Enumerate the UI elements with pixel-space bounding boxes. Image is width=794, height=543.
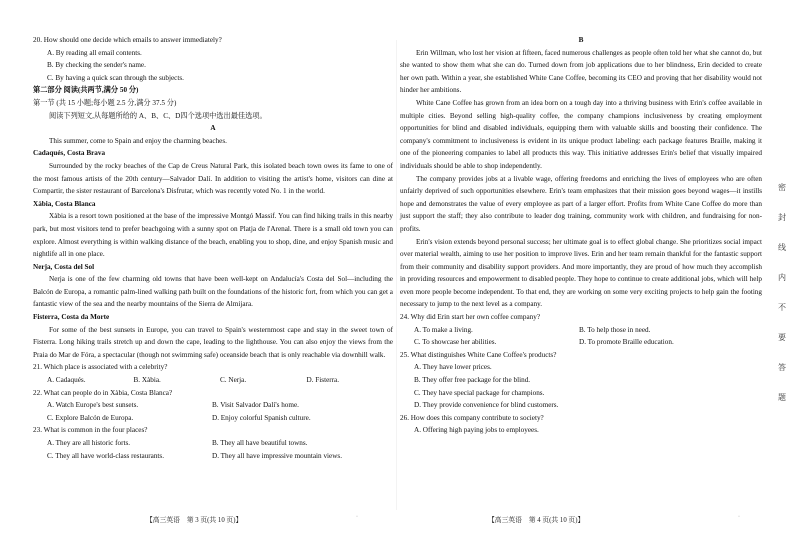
place4-title: Fisterra, Costa da Morte [33, 313, 110, 322]
passage-b-letter: B [578, 36, 584, 44]
q21-option-a: A. Cadaqués. [47, 376, 86, 385]
column-divider [396, 40, 397, 510]
q20-option-c: C. By having a quick scan through the subjects. [47, 73, 184, 82]
right-column [400, 34, 762, 437]
sidebar-char: 密 [778, 183, 786, 192]
q24-option-d: D. To promote Braille education. [579, 338, 674, 347]
sidebar-char: 封 [778, 213, 786, 222]
place1-title: Cadaqués, Costa Brava [33, 149, 106, 158]
q21-option-b: B. Xàbia. [133, 376, 161, 385]
place3-text: Nerja is one of the few charming old towns that have been well-kept on Andalucía's Costa del Sol—including the Balcón de Europa, a romantic palm-lined walking path built on the foundations of the historic fort, from which you can get a fantastic view of the sea and the nearby mountains of the Sierra de Almijara. [33, 275, 393, 309]
question-21: 21. Which place is associated with a celebrity? [33, 363, 168, 372]
q21-options [33, 374, 393, 387]
q22-option-d: D. Enjoy colorful Spanish culture. [212, 413, 311, 422]
question-23: 23. What is common in the four places? [33, 426, 148, 435]
q24-options-row1 [400, 324, 762, 337]
q23-option-b: B. They all have beautiful towns. [212, 439, 308, 447]
q23-option-d: D. They all have impressive mountain views. [212, 451, 343, 460]
sidebar-char: 内 [778, 273, 786, 282]
q22-options-row1 [33, 399, 393, 412]
passage-b-paragraph-3: The company provides jobs at a livable wage, offering freedoms and enriching the lives of employees who are often unfairly deprived of such opportunities elsewhere. Erin's team emphasizes that their mission goes beyond wages—it instills hope and demonstrates the value of every employee as part of a larger effort. Profits from White Cane Coffee do more than just support the staff; they also contribute to leader dog training, community work with children, and fundraising for non-profits. [400, 174, 762, 233]
q23-option-c: C. They all have world-class restaurants. [47, 451, 165, 460]
place3-title: Nerja, Costa del Sol [33, 262, 95, 271]
q23-options-row2 [33, 450, 393, 463]
corner-mark-left: · [356, 514, 358, 520]
passage-b-paragraph-2: White Cane Coffee has grown from an idea born on a tough day into a thriving business with Erin's coffee available in multiple cities. Beyond selling high-quality coffee, the company champions inclusiveness by creating employment opportunities for blind and disabled individuals, equipping them with valuable skills and boosting their confidence. The company's commitment to inclusiveness is evident in its unique product labeling: each package features Braille, making it one of the pioneering companies to label all products this way. This initiative addresses Erin's belief that visually impaired individuals should be able to shop independently. [400, 98, 762, 170]
q25-option-b: B. They offer free package for the blind. [414, 376, 531, 385]
q21-option-c: C. Nerja. [220, 376, 247, 385]
q25-option-c: C. They have special package for champions. [414, 388, 545, 397]
passage-b-paragraph-1: Erin Willman, who lost her vision at fifteen, faced numerous challenges as people often told her what she cannot do, but she wanted to show them what she can do. Turned down from job applications due to her blindness, Erin decided to create her own path. Within a year, she established White Cane Coffee, becoming its CEO and proving that her disability would not hinder her ambitions. [400, 48, 762, 95]
q23-options-row1 [33, 437, 393, 450]
place2-title: Xàbia, Costa Blanca [33, 199, 96, 208]
section1-header: 第一节 (共 15 小题;每小题 2.5 分,满分 37.5 分) [33, 98, 177, 107]
sidebar-char: 答 [778, 363, 786, 372]
q20-option-b: B. By checking the sender's name. [47, 61, 146, 70]
q20-option-a: A. By reading all email contents. [47, 48, 142, 57]
section1-instruction: 阅读下列短文,从每题所给的 A、B、C、D四个选项中选出最佳选项。 [49, 111, 267, 120]
page-footer-left: 【高三英语 第 3 页(共 10 页)】 [146, 517, 243, 524]
q24-option-b: B. To help those in need. [579, 325, 651, 334]
question-22: 22. What can people do in Xàbia, Costa Blanca? [33, 388, 173, 397]
q26-option-a: A. Offering high paying jobs to employees. [414, 426, 539, 435]
question-25: 25. What distinguishes White Cane Coffee's products? [400, 350, 557, 359]
question-20: 20. How should one decide which emails to answer immediately? [33, 36, 222, 44]
q22-option-c: C. Explore Balcón de Europa. [47, 413, 134, 422]
q24-options-row2 [400, 336, 762, 349]
q24-option-a: A. To make a living. [414, 325, 473, 334]
q22-options-row2 [33, 412, 393, 425]
sidebar-char: 不 [778, 303, 786, 312]
corner-mark-right: · [738, 514, 740, 520]
sidebar-char: 线 [778, 243, 786, 252]
place1-text: Surrounded by the rocky beaches of the Cap de Creus Natural Park, this isolated beach town owes its fame to one of the most famous artists of the 20th century—Salvador Dalí. In addition to visiting the artist's home, visitors can dine at Compartir, the sister restaurant of Barcelona's Disfrutar, which was recently voted No. 1 in the world. [33, 161, 393, 196]
place4-text: For some of the best sunsets in Europe, you can travel to Spain's westernmost cape and stay in the sweet town of Fisterra. Long hiking trails stretch up and down the cape, leading to the lighthouse. You can also enjoy the views from the Praia do Mar de Fóra, a spectacular (though not swimming safe) oceanside beach that is only reachable via downhill walk. [33, 325, 393, 359]
q21-option-d: D. Fisterra. [306, 376, 340, 385]
question-24: 24. Why did Erin start her own coffee company? [400, 313, 541, 322]
passage-a-letter: A [210, 124, 216, 133]
q25-option-a: A. They have lower prices. [414, 363, 492, 372]
part2-header: 第二部分 阅读(共两节,满分 50 分) [33, 86, 139, 95]
q24-option-c: C. To showcase her abilities. [414, 338, 497, 347]
q23-option-a: A. They are all historic forts. [47, 439, 131, 447]
page-footer-right: 【高三英语 第 4 页(共 10 页)】 [488, 517, 585, 524]
passage-a-intro: This summer, come to Spain and enjoy the charming beaches. [49, 136, 227, 145]
sidebar-char: 要 [778, 333, 786, 342]
q25-option-d: D. They provide convenience for blind customers. [414, 401, 559, 410]
left-column [33, 34, 393, 462]
q22-option-b: B. Visit Salvador Dalí's home. [212, 401, 299, 410]
sidebar-char: 题 [778, 393, 786, 402]
q22-option-a: A. Watch Europe's best sunsets. [47, 401, 139, 410]
binding-margin-notice [777, 182, 787, 422]
passage-b-paragraph-4: Erin's vision extends beyond personal success; her ultimate goal is to effect global change. She prioritizes social impact over material wealth, aiming to use her position to improve lives. Erin and her team remain thankful for the fantastic support from their community and disability support providers. And more importantly, they are proud of how much they accomplish in providing resources and empowerment to disabled people. They hope to continue to create additional jobs, which will help even more people become independent. To that end, they are working on some very exciting projects to help gain the footing necessary to jump to the next level as a company. [400, 237, 762, 309]
place2-text: Xàbia is a resort town positioned at the base of the impressive Montgó Massif. You can find hiking trails in this nearby park, but most visitors tend to prefer beachgoing with a sunny spot on Platja de l'Arenal. There is a small old town you can explore. Almost everything is within walking distance of the beach, enabling you to shop, dine, and enjoy Spanish music and nightlife all in one place. [33, 212, 393, 259]
question-26: 26. How does this company contribute to society? [400, 413, 544, 422]
